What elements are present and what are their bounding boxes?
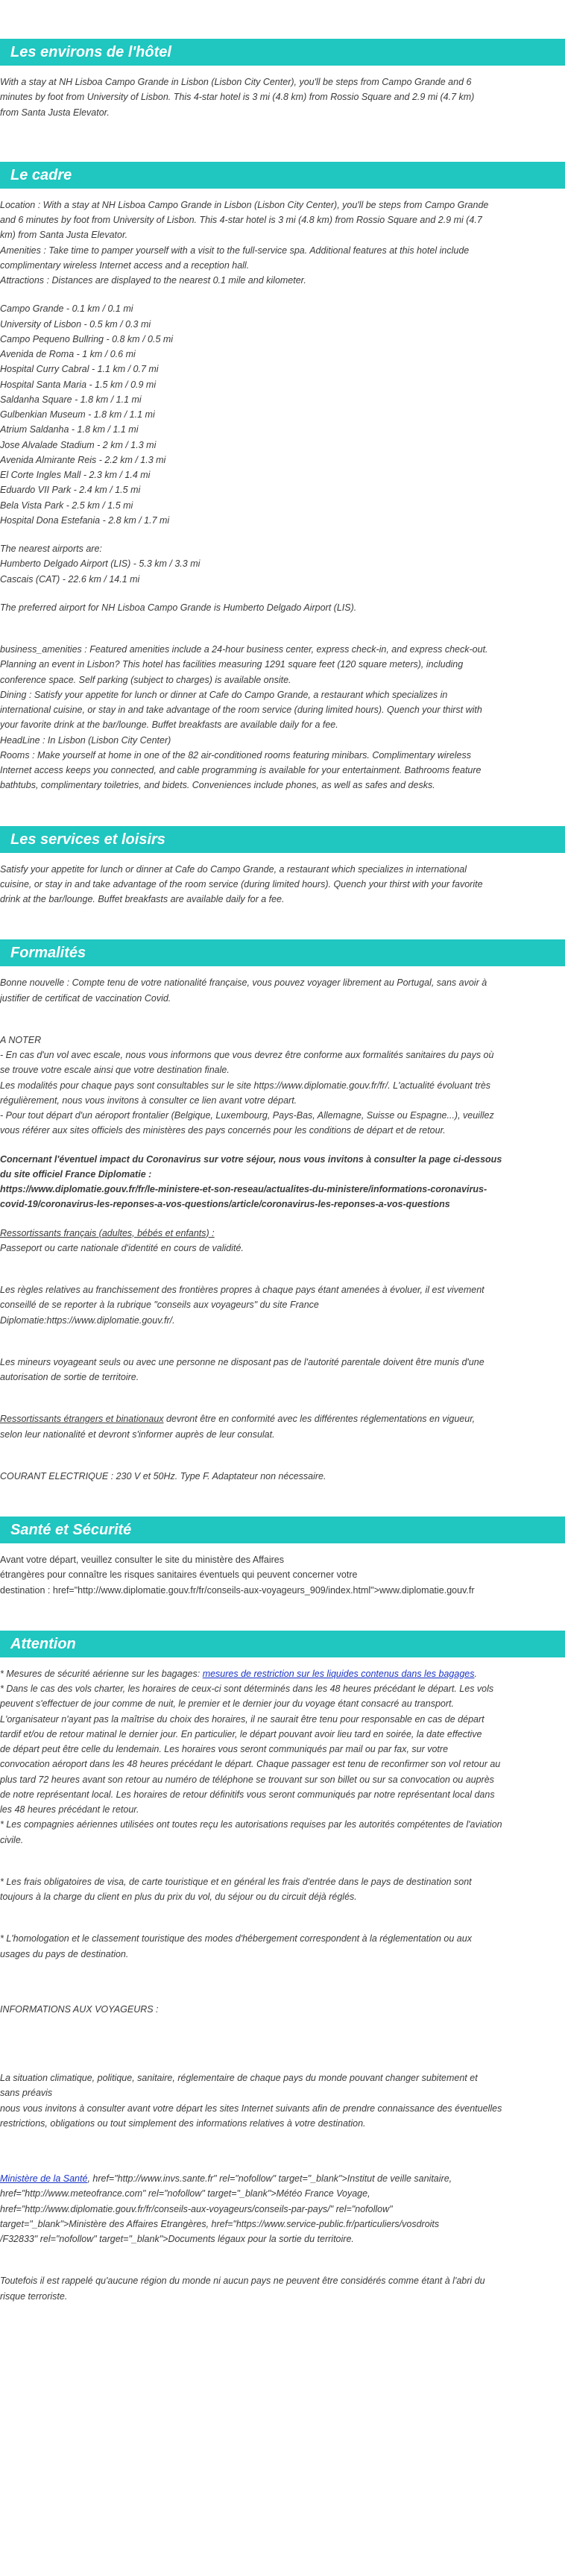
text-line: les 48 heures précédant le retour. — [0, 1804, 139, 1815]
list-item: Campo Pequeno Bullring - 0.8 km / 0.5 mi — [0, 333, 174, 344]
airport-list — [0, 541, 565, 587]
text-line: target="_blank">Ministère des Affaires Etrangères, href="https://www.service-public.fr/particuliers/vosdroits — [0, 2218, 440, 2229]
spacer — [0, 1455, 565, 1469]
list-item: Atrium Saldanha - 1.8 km / 1.1 mi — [0, 424, 139, 435]
homologation — [0, 1931, 565, 1962]
ressortissants-etrangers — [0, 1411, 565, 1442]
text-line: se trouve votre escale ainsi que votre destination finale. — [0, 1065, 230, 1076]
section-header-environs: Les environs de l'hôtel — [0, 39, 565, 66]
text-line: business_amenities : Featured amenities include a 24-hour business center, express check-in, and express check-out. — [0, 644, 488, 655]
text-line: usages du pays de destination. — [0, 1948, 129, 1959]
risque-terroriste — [0, 2273, 565, 2304]
sante-paragraph — [0, 1552, 565, 1598]
text-line: cuisine, or stay in and take advantage of the room service (during limited hours). Quench your thirst with your favorite — [0, 878, 483, 889]
text-line: Les modalités pour chaque pays sont consultables sur le site https://www.diplomatie.gouv.fr/fr/. L'actualité évoluant très — [0, 1080, 491, 1091]
bonne-nouvelle — [0, 975, 565, 1006]
text-line: Les mineurs voyageant seuls ou avec une personne ne disposant pas de l'autorité parentale doivent être munis d'une — [0, 1356, 484, 1367]
ressortissants-francais — [0, 1226, 565, 1256]
text-line: href="http://www.diplomatie.gouv.fr/fr/conseils-aux-voyageurs/conseils-par-pays/" rel="nofollow" — [0, 2203, 393, 2214]
text-line: devront être en conformité avec les différentes réglementations en vigueur, — [163, 1414, 476, 1425]
text-line: from Santa Justa Elevator. — [0, 107, 110, 118]
text-line: * Les frais obligatoires de visa, de carte touristique et en général les frais d'entrée dans le pays de destination sont — [0, 1876, 472, 1887]
text-line: * Les compagnies aériennes utilisées ont toutes reçu les autorisations requises par les autorités compétentes de l'aviation — [0, 1819, 502, 1830]
spacer — [0, 1918, 565, 1931]
text-line: Dining : Satisfy your appetite for lunch or dinner at Cafe do Campo Grande, a restaurant which specializes in — [0, 689, 448, 700]
mesures-securite — [0, 1666, 565, 1681]
spacer — [0, 1975, 565, 2002]
list-item: Avenida de Roma - 1 km / 0.6 mi — [0, 349, 136, 359]
text-line: km) from Santa Justa Elevator. — [0, 230, 128, 241]
text-line: Passeport ou carte nationale d'identité en cours de validité. — [0, 1242, 244, 1253]
text-line: drink at the bar/lounge. Buffet breakfasts are available daily for a fee. — [0, 894, 285, 904]
horaires-vols — [0, 1681, 565, 1848]
preferred-airport: The preferred airport for NH Lisboa Campo Grande is Humberto Delgado Airport (LIS). — [0, 602, 357, 613]
list-item: Saldanha Square - 1.8 km / 1.1 mi — [0, 394, 142, 405]
text-line: conference space. Self parking (subject to charges) is available onsite. — [0, 674, 291, 685]
spacer — [0, 1019, 565, 1033]
a-noter-title: A NOTER — [0, 1034, 42, 1045]
sante-text — [0, 1552, 565, 1598]
ministere-sante-link[interactable]: Ministère de la Santé — [0, 2173, 88, 2184]
frais-obligatoires — [0, 1874, 565, 1905]
text-line: convocation aéroport dans les 48 heures précédant le départ. Chaque passager est tenu de reconfirmer son vol retour au — [0, 1759, 501, 1770]
text-line: Internet access keeps you connected, and cable programming is available for your entertainment. Bathrooms feature — [0, 765, 482, 775]
environs-text — [0, 75, 565, 120]
sites-officiels — [0, 2171, 565, 2246]
text-line: Toutefois il est rappelé qu'aucune région du monde ni aucun pays ne peuvent être considérés comme étant à l'abri du — [0, 2276, 485, 2287]
text-line: peuvent s'effectuer de jour comme de nuit, le premier et le dernier jour du voyage étant consacré au transport. — [0, 1698, 454, 1710]
text-line: du site officiel France Diplomatie : — [0, 1168, 152, 1180]
spacer — [0, 1861, 565, 1874]
text-line: restrictions, obligations ou tout simplement des informations relatives à votre destination. — [0, 2117, 366, 2129]
list-item: Humberto Delgado Airport (LIS) - 5.3 km / 3.3 mi — [0, 558, 201, 570]
distance-list — [0, 301, 565, 528]
text-line: conseillé de se reporter à la rubrique "conseils aux voyageurs" du site France — [0, 1300, 319, 1311]
text-line: Location : With a stay at NH Lisboa Campo Grande in Lisbon (Lisbon City Center), you'll be steps from Campo Grande — [0, 199, 489, 210]
text-line: Les règles relatives au franchissement des frontières propres à chaque pays étant amenées à évoluer, il est vivement — [0, 1285, 484, 1295]
text-line: tardif et/ou de retour matinal le dernier jour. En particulier, le départ pouvant avoir lieu tard en soirée, la date effective — [0, 1728, 482, 1739]
text-line: With a stay at NH Lisboa Campo Grande in Lisbon (Lisbon City Center), you'll be steps from Campo Grande and 6 — [0, 77, 472, 87]
cadre-details — [0, 642, 565, 793]
text-line: * L'homologation et le classement touristique des modes d'hébergement correspondent à la réglementation ou aux — [0, 1933, 472, 1944]
text-line: Planning an event in Lisbon? This hotel has facilities measuring 1291 square feet (120 square meters), including — [0, 659, 464, 670]
text-line: complimentary wireless Internet access and a reception hall. — [0, 259, 250, 271]
text-line: justifier de certificat de vaccination Covid. — [0, 992, 171, 1004]
section-header-formalites: Formalités — [0, 939, 565, 966]
text-line: régulièrement, nous vous invitons à consulter ce lien avant votre départ. — [0, 1095, 297, 1106]
environs-paragraph — [0, 75, 565, 120]
cadre-text — [0, 198, 565, 793]
formalites-text — [0, 975, 565, 1484]
spacer — [0, 2057, 565, 2070]
situation-notice — [0, 2070, 565, 2131]
list-item: Hospital Curry Cabral - 1.1 km / 0.7 mi — [0, 364, 159, 375]
attention-text — [0, 1666, 565, 2304]
text-line: risque terroriste. — [0, 2290, 68, 2302]
text-line: selon leur nationalité et devront s'informer auprès de leur consulat. — [0, 1429, 275, 1440]
text-line: minutes by foot from University of Lisbon. This 4-star hotel is 3 mi (4.8 km) from Rossio Square and 2.9 mi (4.7 km) — [0, 92, 475, 103]
spacer — [0, 629, 565, 642]
section-header-services: Les services et loisirs — [0, 826, 565, 853]
text-line: covid-19/coronavirus-les-reponses-a-vos-questions/article/coronavirus-les-reponses-a-vos-questions — [0, 1199, 450, 1210]
text-line: /F32833" rel="nofollow" target="_blank">Documents légaux pour la sortie du territoire. — [0, 2234, 354, 2244]
text-line: href="http://www.meteofrance.com" rel="nofollow" target="_blank">Météo France Voyage, — [0, 2188, 370, 2199]
spacer — [0, 1269, 565, 1282]
text-line: destination : href="http://www.diplomatie.gouv.fr/fr/conseils-aux-voyageurs_909/index.html">www.diplomatie.gouv.fr — [0, 1584, 475, 1596]
text-line: . — [474, 1668, 477, 1679]
text-line: de départ peut être celle du lendemain. Les horaires vous seront communiqués par mail ou par fax, sur votre — [0, 1744, 449, 1754]
list-item: El Corte Ingles Mall - 2.3 km / 1.4 mi — [0, 470, 151, 480]
list-item: Jose Alvalade Stadium - 2 km / 1.3 mi — [0, 439, 157, 450]
text-line: Amenities : Take time to pamper yourself with a visit to the full-service spa. Additional features at this hotel include — [0, 245, 470, 256]
text-line: international cuisine, or stay in and take advantage of the room service (during limited hours). Quench your thirst with — [0, 705, 482, 715]
list-item: Cascais (CAT) - 22.6 km / 14.1 mi — [0, 573, 140, 585]
spacer — [0, 1398, 565, 1411]
list-item: University of Lisbon - 0.5 km / 0.3 mi — [0, 318, 151, 330]
text-line: Rooms : Make yourself at home in one of the 82 air-conditioned rooms featuring minibars. Complimentary wireless — [0, 749, 472, 760]
ressortissants-label: Ressortissants français (adultes, bébés et enfants) : — [0, 1227, 215, 1238]
services-text — [0, 862, 565, 907]
list-item: Eduardo VII Park - 2.4 km / 1.5 mi — [0, 485, 141, 496]
a-noter — [0, 1033, 565, 1139]
text-line: Concernant l'éventuel impact du Coronavirus sur votre séjour, nous vous invitons à consulter la page ci-dessous — [0, 1153, 502, 1165]
text-line: - Pour tout départ d'un aéroport frontalier (Belgique, Luxembourg, Pays-Bas, Allemagne, Suisse ou Espagne...), veuillez — [0, 1110, 494, 1121]
spacer — [0, 2260, 565, 2273]
list-item: Campo Grande - 0.1 km / 0.1 mi — [0, 303, 133, 315]
text-line: de notre représentant local. Les horaires de retour définitifs vous seront communiqués par notre représentant local dans — [0, 1789, 495, 1800]
text-line: , href="http://www.invs.sante.fr" rel="nofollow" target="_blank">Institut de veille sanitaire, — [87, 2173, 452, 2184]
text-line: autorisation de sortie de territoire. — [0, 1372, 139, 1382]
text-line: La situation climatique, politique, sanitaire, réglementaire de chaque pays du monde pouvant changer subitement et — [0, 2073, 478, 2083]
text-line: civile. — [0, 1834, 24, 1845]
text-line: - En cas d'un vol avec escale, nous vous informons que vous devrez être conforme aux formalités sanitaires du pays où — [0, 1050, 494, 1060]
text-line: Avant votre départ, veuillez consulter le site du ministère des Affaires — [0, 1555, 284, 1565]
mineurs — [0, 1355, 565, 1385]
text-line: sans préavis — [0, 2088, 53, 2099]
text-line: Attractions : Distances are displayed to the nearest 0.1 mile and kilometer. — [0, 275, 306, 286]
infos-voyageurs-title: INFORMATIONS AUX VOYAGEURS : — [0, 2003, 159, 2015]
list-item: Gulbenkian Museum - 1.8 km / 1.1 mi — [0, 409, 155, 420]
text-line: * Dans le cas des vols charter, les horaires de ceux-ci sont déterminés dans les 48 heures précédant le départ. Les vols — [0, 1684, 494, 1694]
liquides-restriction-link[interactable]: mesures de restriction sur les liquides contenus dans les bagages — [202, 1668, 475, 1679]
text-line: https://www.diplomatie.gouv.fr/fr/le-ministere-et-son-reseau/actualites-du-ministere/informations-coronavirus- — [0, 1184, 487, 1194]
text-line: Satisfy your appetite for lunch or dinner at Cafe do Campo Grande, a restaurant which specializes in international — [0, 863, 467, 875]
text-line: étrangères pour connaître les risques sanitaires éventuels qui peuvent concerner votre — [0, 1569, 358, 1581]
services-paragraph — [0, 862, 565, 907]
text-line: Bonne nouvelle : Compte tenu de votre nationalité française, vous pouvez voyager librement au Portugal, sans avoir à — [0, 977, 487, 989]
etrangers-label: Ressortissants étrangers et binationaux — [0, 1414, 164, 1425]
text-line: plus tard 72 heures avant son retour au numéro de téléphone se trouvant sur son billet ou sur sa convocation ou auprès — [0, 1774, 494, 1785]
section-header-cadre: Le cadre — [0, 162, 565, 189]
section-header-attention: Attention — [0, 1631, 565, 1657]
coronavirus-notice — [0, 1152, 565, 1212]
text-line: HeadLine : In Lisbon (Lisbon City Center) — [0, 734, 171, 746]
courant-electrique: COURANT ELECTRIQUE : 230 V et 50Hz. Type F. Adaptateur non nécessaire. — [0, 1470, 326, 1481]
text-line: Diplomatie:https://www.diplomatie.gouv.fr/. — [0, 1314, 175, 1326]
cadre-intro — [0, 198, 565, 289]
text-line: * Mesures de sécurité aérienne sur les bagages: — [0, 1668, 203, 1679]
regles-frontieres — [0, 1282, 565, 1328]
list-item: Hospital Santa Maria - 1.5 km / 0.9 mi — [0, 379, 157, 390]
text-line: vous référer aux sites officiels des ministères des pays concernés pour les conditions de départ et de retour. — [0, 1125, 446, 1136]
list-item: Hospital Dona Estefania - 2.8 km / 1.7 mi — [0, 514, 170, 526]
list-item: Avenida Almirante Reis - 2.2 km / 1.3 mi — [0, 454, 166, 465]
text-line: bathtubs, complimentary toiletries, and bidets. Conveniences include phones, as well as safes and desks. — [0, 780, 435, 791]
list-item: Bela Vista Park - 2.5 km / 1.5 mi — [0, 500, 133, 511]
spacer — [0, 2030, 565, 2057]
text-line: The nearest airports are: — [0, 544, 102, 554]
text-line: and 6 minutes by foot from University of Lisbon. This 4-star hotel is 3 mi (4.8 km) from Rossio Square and 2.9 mi (4.7 — [0, 215, 482, 225]
text-line: L'organisateur n'ayant pas la maîtrise du choix des horaires, il ne saurait être tenu pour responsable en cas de départ — [0, 1713, 484, 1725]
text-line: toujours à la charge du client en plus du prix du vol, du séjour ou du circuit déjà réglés. — [0, 1892, 357, 1902]
text-line: your favorite drink at the bar/lounge. Buffet breakfasts are available daily for a fee. — [0, 719, 338, 731]
section-header-sante: Santé et Sécurité — [0, 1517, 565, 1543]
spacer — [0, 1341, 565, 1355]
spacer — [0, 2144, 565, 2171]
text-line: nous vous invitons à consulter avant votre départ les sites Internet suivants afin de prendre connaissance des éventuelles — [0, 2103, 502, 2114]
